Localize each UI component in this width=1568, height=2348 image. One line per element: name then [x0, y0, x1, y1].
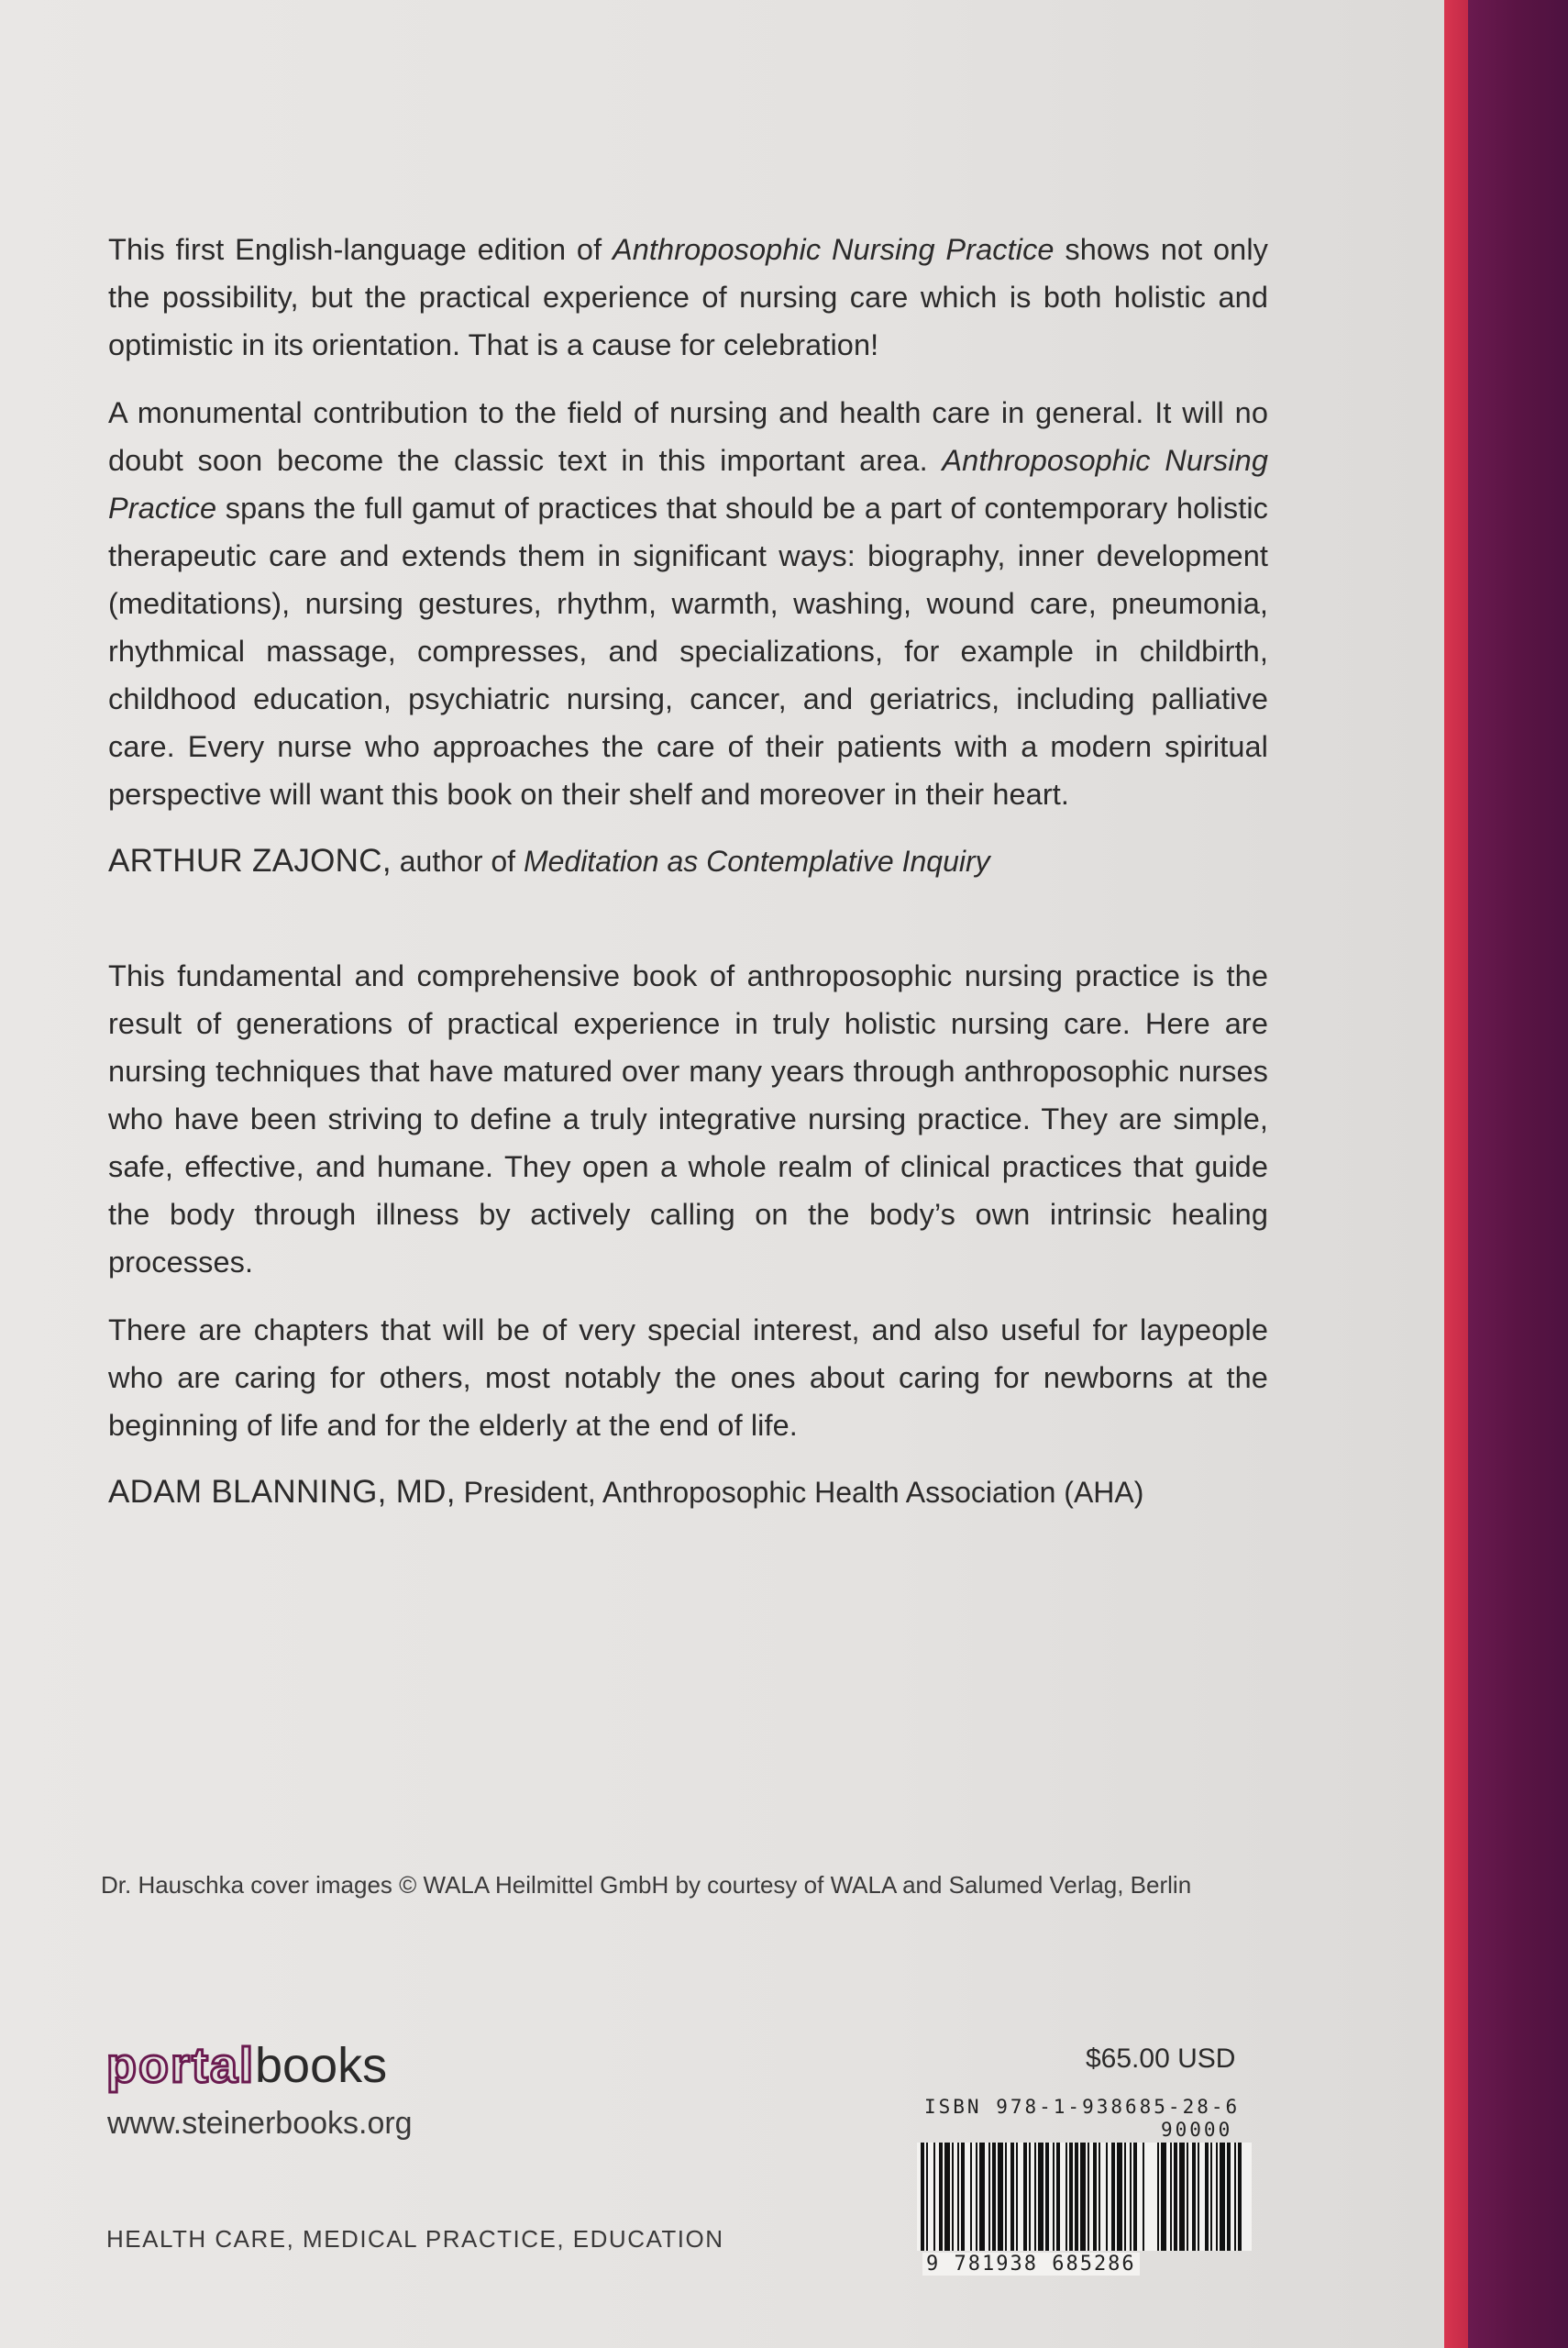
endorsement-zajonc — [108, 226, 1268, 884]
endorsement-blanning — [108, 952, 1268, 1515]
barcode-bar — [1143, 2143, 1144, 2251]
barcode-bar — [1005, 2143, 1007, 2251]
barcode-bar — [921, 2143, 924, 2251]
barcode-addon-bar — [1161, 2143, 1166, 2251]
book-category: HEALTH CARE, MEDICAL PRACTICE, EDUCATION — [106, 2225, 724, 2253]
barcode-bar — [1111, 2143, 1115, 2251]
barcode-bar — [933, 2143, 935, 2251]
barcode-bar — [1034, 2143, 1036, 2251]
barcode-addon-bar — [1187, 2143, 1188, 2251]
barcode-bar — [952, 2143, 954, 2251]
endorser-name: ARTHUR ZAJONC, — [108, 843, 392, 879]
barcode-bar — [1124, 2143, 1126, 2251]
image-credit: Dr. Hauschka cover images © WALA Heilmittel GmbH by courtesy of WALA and Salumed Verlag, Berlin — [101, 1871, 1192, 1899]
publisher-url: www.steinerbooks.org — [107, 2106, 413, 2141]
barcode-addon-bar — [1170, 2143, 1172, 2251]
barcode-bar — [944, 2143, 950, 2251]
endorsement-attribution — [108, 1469, 1268, 1515]
barcode-bar — [1029, 2143, 1031, 2251]
barcode-addon-bar — [1234, 2143, 1236, 2251]
barcode-bar — [926, 2143, 928, 2251]
barcode-bar — [970, 2143, 972, 2251]
barcode-bar — [1053, 2143, 1055, 2251]
barcode-addon-bar — [1174, 2143, 1177, 2251]
barcode-addon-bar — [1205, 2143, 1209, 2251]
barcode-bar — [1023, 2143, 1027, 2251]
barcode-bars — [917, 2143, 1252, 2251]
barcode-addon-bar — [1198, 2143, 1199, 2251]
isbn-label: ISBN 978-1-938685-28-6 — [924, 2096, 1241, 2118]
logo-books: books — [255, 2038, 388, 2093]
barcode-bar — [1106, 2143, 1108, 2251]
barcode-bar — [1045, 2143, 1049, 2251]
barcode-addon-bar — [1216, 2143, 1218, 2251]
barcode-addon-bar — [1210, 2143, 1212, 2251]
barcode-addon-bar — [1227, 2143, 1231, 2251]
barcode-bar — [1080, 2143, 1086, 2251]
barcode-bar — [1075, 2143, 1078, 2251]
barcode-addon-bar — [1220, 2143, 1225, 2251]
barcode-bar — [1066, 2143, 1067, 2251]
barcode-bar — [939, 2143, 943, 2251]
endorser-role: President, Anthroposophic Health Association (AHA) — [455, 1476, 1144, 1509]
barcode-bar — [1093, 2143, 1097, 2251]
publisher-logo — [106, 2038, 387, 2093]
endorser-name: ADAM BLANNING, MD, — [108, 1474, 456, 1510]
barcode-bar — [961, 2143, 965, 2251]
barcode — [917, 2143, 1252, 2251]
price-code: 90000 — [1161, 2119, 1233, 2141]
barcode-bar — [1133, 2143, 1137, 2251]
endorsement-paragraph: A monumental contribution to the field of nursing and health care in general. It will no doubt soon become the classic text in this important area. Anthroposophic Nursing Practice spans the full gamut of practices that should be a part of contemporary holistic therapeutic care and extends them in significant ways: biography, inner development (meditations), nursing gestures, rhythm, warmth, washing, wound care, pneumonia, rhythmical massage, compresses, and specializations, for example in childbirth, childhood education, psychiatric nursing, cancer, and geriatrics, including palliative care. Every nurse who approaches the care of their patients with a modern spiritual perspective will want this book on their shelf and moreover in their heart. — [108, 396, 1269, 811]
endorsement-paragraph: This fundamental and comprehensive book of anthroposophic nursing practice is the result of generations of practical experience in truly holistic nursing care. Here are nursing techniques that have matured over many years through anthroposophic nurses who have been striving to define a truly integrative nursing practice. They are simple, safe, effective, and humane. They open a whole realm of clinical practices that guide the body through illness by actively calling on the body’s own intrinsic healing processes. — [108, 959, 1268, 1279]
barcode-bar — [1010, 2143, 1014, 2251]
endorser-role: author of Meditation as Contemplative Inquiry — [391, 845, 990, 878]
barcode-addon-bar — [1157, 2143, 1159, 2251]
spine-purple-stripe — [1468, 0, 1568, 2348]
barcode-addon-bar — [1179, 2143, 1185, 2251]
barcode-bar — [1038, 2143, 1043, 2251]
barcode-bar — [1056, 2143, 1060, 2251]
endorsement-attribution — [108, 838, 1268, 884]
barcode-bar — [1088, 2143, 1089, 2251]
barcode-bar — [998, 2143, 1003, 2251]
barcode-bar — [1117, 2143, 1122, 2251]
price: $65.00 USD — [1086, 2043, 1236, 2074]
barcode-bar — [992, 2143, 996, 2251]
endorsement-paragraph: There are chapters that will be of very special interest, and also useful for laypeople who are caring for others, most notably the ones about caring for newborns at the beginning of life and for the elderly at the end of life. — [108, 1313, 1268, 1442]
endorsement-paragraph: This first English-language edition of Anthroposophic Nursing Practice shows not only the possibility, but the practical experience of nursing care which is both holistic and optimistic in its orientation. That is a cause for celebration! — [108, 233, 1268, 361]
barcode-addon-bar — [1238, 2143, 1242, 2251]
barcode-bar — [1016, 2143, 1018, 2251]
spine-red-stripe — [1444, 0, 1468, 2348]
barcode-bar — [1069, 2143, 1073, 2251]
barcode-bar — [1099, 2143, 1100, 2251]
barcode-bar — [988, 2143, 990, 2251]
barcode-bar — [1130, 2143, 1132, 2251]
barcode-bar — [979, 2143, 985, 2251]
logo-portal: portal — [106, 2038, 256, 2093]
barcode-bar — [957, 2143, 959, 2251]
barcode-digits: 9 781938 685286 — [922, 2253, 1140, 2276]
barcode-addon-bar — [1192, 2143, 1196, 2251]
barcode-bar — [976, 2143, 977, 2251]
